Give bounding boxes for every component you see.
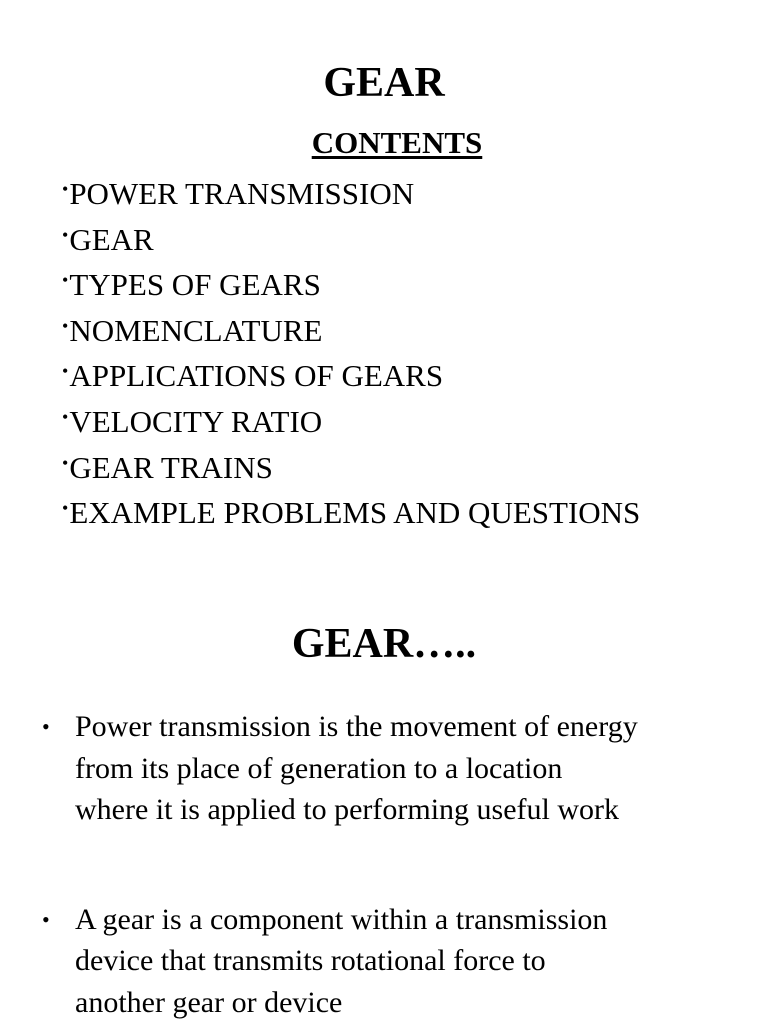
paragraph-line: Power transmission is the movement of energy (75, 710, 638, 743)
bullet-marker: • (62, 315, 69, 336)
contents-item (62, 487, 640, 533)
contents-item-label: POWER TRANSMISSION (69, 176, 415, 211)
bullet-marker: • (62, 361, 69, 382)
contents-item (62, 396, 640, 442)
contents-item-label: TYPES OF GEARS (69, 267, 321, 303)
contents-item (62, 168, 640, 214)
contents-item (62, 305, 640, 351)
paragraph-line: another gear or device (75, 985, 343, 1019)
contents-item (62, 214, 640, 260)
paragraph-item (0, 706, 755, 831)
paragraph-line: A gear is a component within a transmission (75, 902, 608, 936)
contents-item-label: EXAMPLE PROBLEMS AND QUESTIONS (69, 495, 641, 531)
bullet-marker: • (62, 452, 69, 473)
contents-item (62, 350, 640, 396)
bullet-marker: • (42, 714, 50, 739)
bullet-marker: • (62, 406, 69, 427)
contents-item-label: NOMENCLATURE (69, 312, 323, 348)
contents-item (62, 259, 640, 305)
bullet-marker: • (62, 270, 69, 291)
bullet-marker: • (62, 498, 69, 519)
contents-list (62, 168, 640, 533)
paragraph-line: device that transmits rotational force to (75, 944, 546, 977)
contents-item-label: VELOCITY RATIO (69, 403, 323, 439)
contents-item (62, 442, 640, 488)
paragraph-line: from its place of generation to a location (75, 751, 563, 785)
slide-title: GEAR….. (291, 621, 477, 667)
paragraph-item (0, 899, 755, 1024)
contents-item-label: APPLICATIONS OF GEARS (69, 358, 444, 394)
bullet-marker: • (62, 224, 69, 245)
paragraph-line: where it is applied to performing useful work (75, 793, 620, 826)
bullet-marker: • (62, 179, 69, 199)
contents-item-label: GEAR (69, 221, 154, 257)
slide-title: GEAR (323, 60, 445, 106)
contents-heading: CONTENTS (311, 125, 483, 160)
contents-item-label: GEAR TRAINS (69, 449, 273, 485)
paragraph-list (0, 706, 755, 1023)
bullet-marker: • (42, 906, 50, 932)
slide-gear-intro (0, 560, 768, 1024)
